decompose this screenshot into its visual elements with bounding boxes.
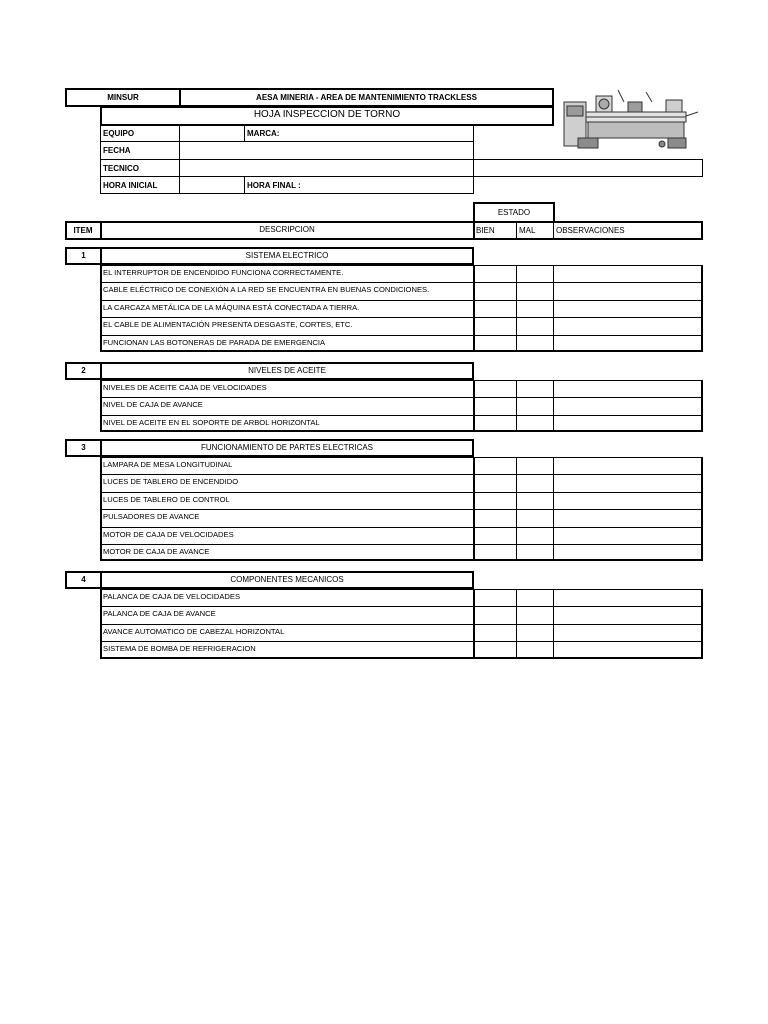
bien-cell[interactable] <box>474 381 516 396</box>
mal-cell[interactable] <box>517 590 553 605</box>
table-row-description: PULSADORES DE AVANCE <box>103 512 200 521</box>
marca-label: MARCA: <box>247 129 280 138</box>
header-area: AESA MINERIA - AREA DE MANTENIMIENTO TRACKLESS <box>256 93 477 102</box>
table-row-description: NIVELES DE ACEITE CAJA DE VELOCIDADES <box>103 383 267 392</box>
table-row-description: LAMPARA DE MESA LONGITUDINAL <box>103 460 233 469</box>
descripcion-header: DESCRIPCION <box>259 225 315 234</box>
table-row-description: EL INTERRUPTOR DE ENCENDIDO FUNCIONA CORRECTAMENTE. <box>103 268 344 277</box>
table-row-description: PALANCA DE CAJA DE VELOCIDADES <box>103 592 241 601</box>
observaciones-cell[interactable] <box>554 510 702 525</box>
section-item-number: 2 <box>65 362 102 380</box>
bien-cell[interactable] <box>474 458 516 473</box>
mal-cell[interactable] <box>517 266 553 281</box>
table-row-description: MOTOR DE CAJA DE AVANCE <box>103 547 210 556</box>
bien-cell[interactable] <box>474 266 516 281</box>
observaciones-cell[interactable] <box>554 336 702 351</box>
table-row-description: NIVEL DE CAJA DE AVANCE <box>103 400 203 409</box>
mal-cell[interactable] <box>517 642 553 657</box>
header-company: MINSUR <box>107 93 139 102</box>
section-item-number: 3 <box>65 439 102 457</box>
observaciones-cell[interactable] <box>554 528 702 543</box>
observaciones-cell[interactable] <box>554 381 702 396</box>
table-row-description: AVANCE AUTOMATICO DE CABEZAL HORIZONTAL <box>103 627 285 636</box>
mal-cell[interactable] <box>517 458 553 473</box>
mal-cell[interactable] <box>517 381 553 396</box>
bien-cell[interactable] <box>474 528 516 543</box>
item-header: ITEM <box>73 226 93 235</box>
mal-cell[interactable] <box>517 398 553 413</box>
mal-cell[interactable] <box>517 625 553 640</box>
equipo-label: EQUIPO <box>103 129 135 138</box>
bien-cell[interactable] <box>474 475 516 490</box>
bien-header: BIEN <box>476 226 495 235</box>
observaciones-cell[interactable] <box>554 458 702 473</box>
tecnico-label: TECNICO <box>103 164 139 173</box>
bien-cell[interactable] <box>474 493 516 508</box>
bien-cell[interactable] <box>474 318 516 333</box>
bien-cell[interactable] <box>474 510 516 525</box>
mal-header: MAL <box>519 226 536 235</box>
observaciones-cell[interactable] <box>554 545 702 560</box>
observaciones-cell[interactable] <box>554 416 702 431</box>
bien-cell[interactable] <box>474 336 516 351</box>
observaciones-cell[interactable] <box>554 266 702 281</box>
table-row-description: CABLE ELÉCTRICO DE CONEXIÓN A LA RED SE ENCUENTRA EN BUENAS CONDICIONES. <box>103 285 430 294</box>
mal-cell[interactable] <box>517 607 553 622</box>
mal-cell[interactable] <box>517 545 553 560</box>
lathe-machine-icon <box>558 82 702 154</box>
observaciones-cell[interactable] <box>554 590 702 605</box>
observaciones-header: OBSERVACIONES <box>556 226 625 235</box>
table-row-description: MOTOR DE CAJA DE VELOCIDADES <box>103 530 234 539</box>
table-row-description: PALANCA DE CAJA DE AVANCE <box>103 609 216 618</box>
observaciones-cell[interactable] <box>554 607 702 622</box>
table-row-description: LA CARCAZA METÁLICA DE LA MÁQUINA ESTÁ CONECTADA A TIERRA. <box>103 303 360 312</box>
table-row-description: LUCES DE TABLERO DE ENCENDIDO <box>103 477 239 486</box>
mal-cell[interactable] <box>517 528 553 543</box>
bien-cell[interactable] <box>474 416 516 431</box>
table-row-description: EL CABLE DE ALIMENTACIÓN PRESENTA DESGASTE, CORTES, ETC. <box>103 320 353 329</box>
mal-cell[interactable] <box>517 493 553 508</box>
bien-cell[interactable] <box>474 625 516 640</box>
observaciones-cell[interactable] <box>554 493 702 508</box>
observaciones-cell[interactable] <box>554 398 702 413</box>
fecha-label: FECHA <box>103 146 131 155</box>
mal-cell[interactable] <box>517 416 553 431</box>
observaciones-cell[interactable] <box>554 475 702 490</box>
section-title: FUNCIONAMIENTO DE PARTES ELECTRICAS <box>100 439 474 457</box>
estado-label: ESTADO <box>497 208 531 217</box>
section-item-number: 1 <box>65 247 102 265</box>
mal-cell[interactable] <box>517 318 553 333</box>
observaciones-cell[interactable] <box>554 283 702 298</box>
mal-cell[interactable] <box>517 283 553 298</box>
section-item-number: 4 <box>65 571 102 589</box>
mal-cell[interactable] <box>517 336 553 351</box>
table-row-description: SISTEMA DE BOMBA DE REFRIGERACION <box>103 644 256 653</box>
page-title: HOJA INSPECCION DE TORNO <box>253 109 401 120</box>
mal-cell[interactable] <box>517 475 553 490</box>
section-title: NIVELES DE ACEITE <box>100 362 474 380</box>
bien-cell[interactable] <box>474 301 516 316</box>
hora-final-label: HORA FINAL : <box>247 181 301 190</box>
bien-cell[interactable] <box>474 545 516 560</box>
observaciones-cell[interactable] <box>554 642 702 657</box>
mal-cell[interactable] <box>517 510 553 525</box>
bien-cell[interactable] <box>474 642 516 657</box>
table-row-description: NIVEL DE ACEITE EN EL SOPORTE DE ARBOL HORIZONTAL <box>103 418 320 427</box>
bien-cell[interactable] <box>474 283 516 298</box>
observaciones-cell[interactable] <box>554 625 702 640</box>
table-row-description: LUCES DE TABLERO DE CONTROL <box>103 495 230 504</box>
section-title: SISTEMA ELECTRICO <box>100 247 474 265</box>
tecnico-field[interactable] <box>179 159 703 177</box>
bien-cell[interactable] <box>474 590 516 605</box>
bien-cell[interactable] <box>474 398 516 413</box>
table-row-description: FUNCIONAN LAS BOTONERAS DE PARADA DE EMERGENCIA <box>103 338 326 347</box>
mal-cell[interactable] <box>517 301 553 316</box>
observaciones-cell[interactable] <box>554 318 702 333</box>
bien-cell[interactable] <box>474 607 516 622</box>
hora-inicial-label: HORA INICIAL <box>103 181 158 190</box>
section-title: COMPONENTES MECANICOS <box>100 571 474 589</box>
observaciones-cell[interactable] <box>554 301 702 316</box>
